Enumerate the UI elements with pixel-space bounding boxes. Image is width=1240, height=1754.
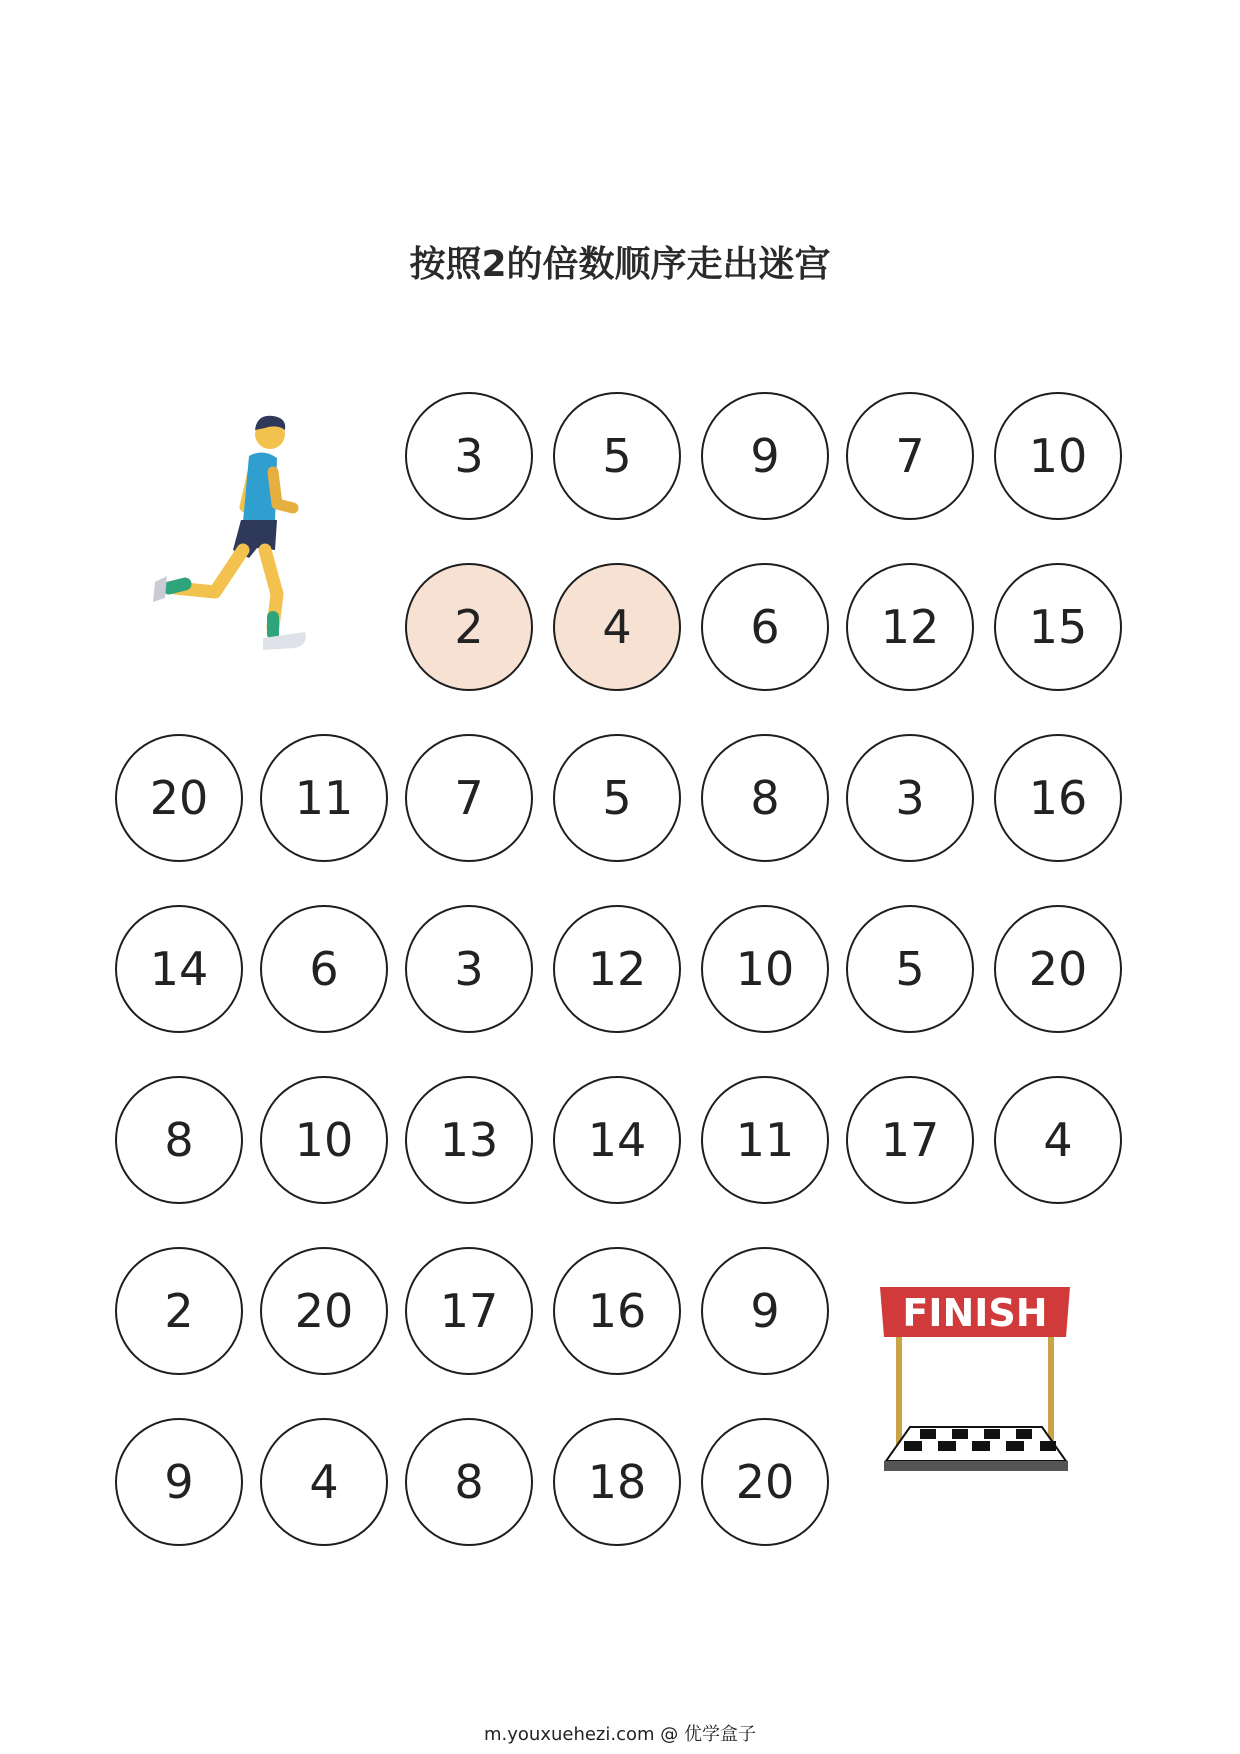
- maze-cell[interactable]: 6: [701, 563, 829, 691]
- maze-cell[interactable]: 4: [260, 1418, 388, 1546]
- maze-cell[interactable]: 10: [994, 392, 1122, 520]
- maze-cell[interactable]: 14: [115, 905, 243, 1033]
- maze-cell[interactable]: 12: [553, 905, 681, 1033]
- maze-cell[interactable]: 20: [115, 734, 243, 862]
- maze-cell[interactable]: 8: [701, 734, 829, 862]
- maze-cell[interactable]: 16: [994, 734, 1122, 862]
- maze-cell[interactable]: 6: [260, 905, 388, 1033]
- maze-cell[interactable]: 2: [115, 1247, 243, 1375]
- maze-cell[interactable]: 5: [553, 392, 681, 520]
- maze-cell[interactable]: 3: [846, 734, 974, 862]
- finish-label: FINISH: [902, 1291, 1048, 1335]
- maze-cell[interactable]: 3: [405, 905, 533, 1033]
- maze-cell[interactable]: 20: [701, 1418, 829, 1546]
- maze-cell[interactable]: 10: [260, 1076, 388, 1204]
- maze-cell[interactable]: 17: [846, 1076, 974, 1204]
- maze-cell[interactable]: 12: [846, 563, 974, 691]
- maze-cell[interactable]: 17: [405, 1247, 533, 1375]
- maze-cell[interactable]: 4: [994, 1076, 1122, 1204]
- maze-cell[interactable]: 16: [553, 1247, 681, 1375]
- maze-cell[interactable]: 9: [701, 392, 829, 520]
- maze-cell[interactable]: 8: [405, 1418, 533, 1546]
- page-title: 按照2的倍数顺序走出迷宫: [409, 244, 831, 285]
- maze-cell[interactable]: 18: [553, 1418, 681, 1546]
- maze-cell[interactable]: 14: [553, 1076, 681, 1204]
- maze-cell[interactable]: 10: [701, 905, 829, 1033]
- maze-cell[interactable]: 9: [115, 1418, 243, 1546]
- maze-cell[interactable]: 20: [260, 1247, 388, 1375]
- maze-cell[interactable]: 5: [553, 734, 681, 862]
- maze-cell[interactable]: 20: [994, 905, 1122, 1033]
- maze-cell[interactable]: 11: [260, 734, 388, 862]
- maze-cell[interactable]: 15: [994, 563, 1122, 691]
- finish-line-icon: [880, 1285, 1080, 1485]
- maze-cell[interactable]: 2: [405, 563, 533, 691]
- footer-credit: m.youxuehezi.com @ 优学盒子: [483, 1724, 756, 1745]
- runner-icon: [145, 412, 345, 672]
- maze-cell[interactable]: 3: [405, 392, 533, 520]
- maze-cell[interactable]: 9: [701, 1247, 829, 1375]
- maze-cell[interactable]: 4: [553, 563, 681, 691]
- maze-cell[interactable]: 8: [115, 1076, 243, 1204]
- maze-cell[interactable]: 5: [846, 905, 974, 1033]
- maze-cell[interactable]: 13: [405, 1076, 533, 1204]
- maze-cell[interactable]: 7: [846, 392, 974, 520]
- maze-cell[interactable]: 11: [701, 1076, 829, 1204]
- maze-cell[interactable]: 7: [405, 734, 533, 862]
